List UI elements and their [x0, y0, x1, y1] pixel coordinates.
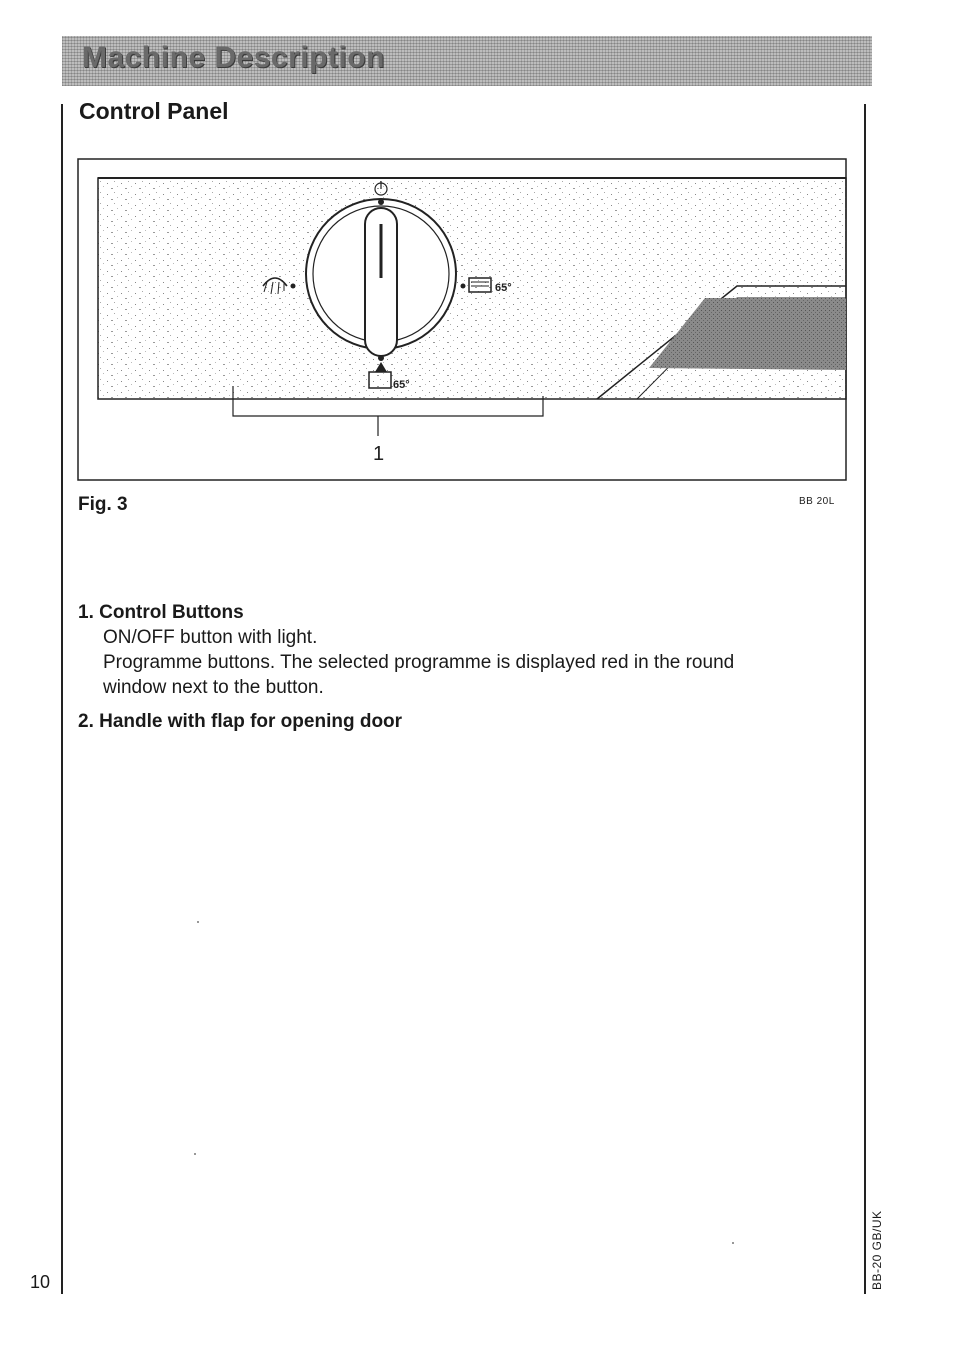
list-item-handle	[78, 710, 858, 734]
description-list	[78, 601, 858, 734]
figure-code: BB 20L	[799, 496, 835, 507]
item-line: Programme buttons. The selected programme is displayed red in the round	[103, 652, 735, 673]
section-header-bar	[62, 36, 872, 86]
document-reference: BB-20 GB/UK	[870, 1210, 884, 1290]
item-title: 2. Handle with flap for opening door	[78, 711, 403, 732]
control-panel-drawing	[77, 158, 848, 482]
list-item-control-buttons	[78, 601, 858, 700]
item-title: 1. Control Buttons	[78, 602, 244, 623]
figure-caption: Fig. 3	[78, 494, 128, 515]
scan-speck	[197, 921, 199, 923]
left-margin-rule	[61, 104, 63, 1294]
scan-speck	[732, 1242, 734, 1244]
section-title: Machine Description	[82, 41, 385, 74]
control-panel-figure	[77, 158, 848, 482]
page-number: 10	[30, 1272, 51, 1292]
right-margin-rule	[864, 104, 866, 1294]
subsection-title: Control Panel	[79, 98, 229, 124]
temp-label-right: 65°	[495, 282, 512, 294]
item-line: window next to the button.	[103, 677, 324, 698]
scan-speck	[194, 1153, 196, 1155]
callout-number: 1	[373, 443, 385, 465]
temp-label-bottom: 65°	[393, 379, 410, 391]
item-line: ON/OFF button with light.	[103, 627, 318, 648]
